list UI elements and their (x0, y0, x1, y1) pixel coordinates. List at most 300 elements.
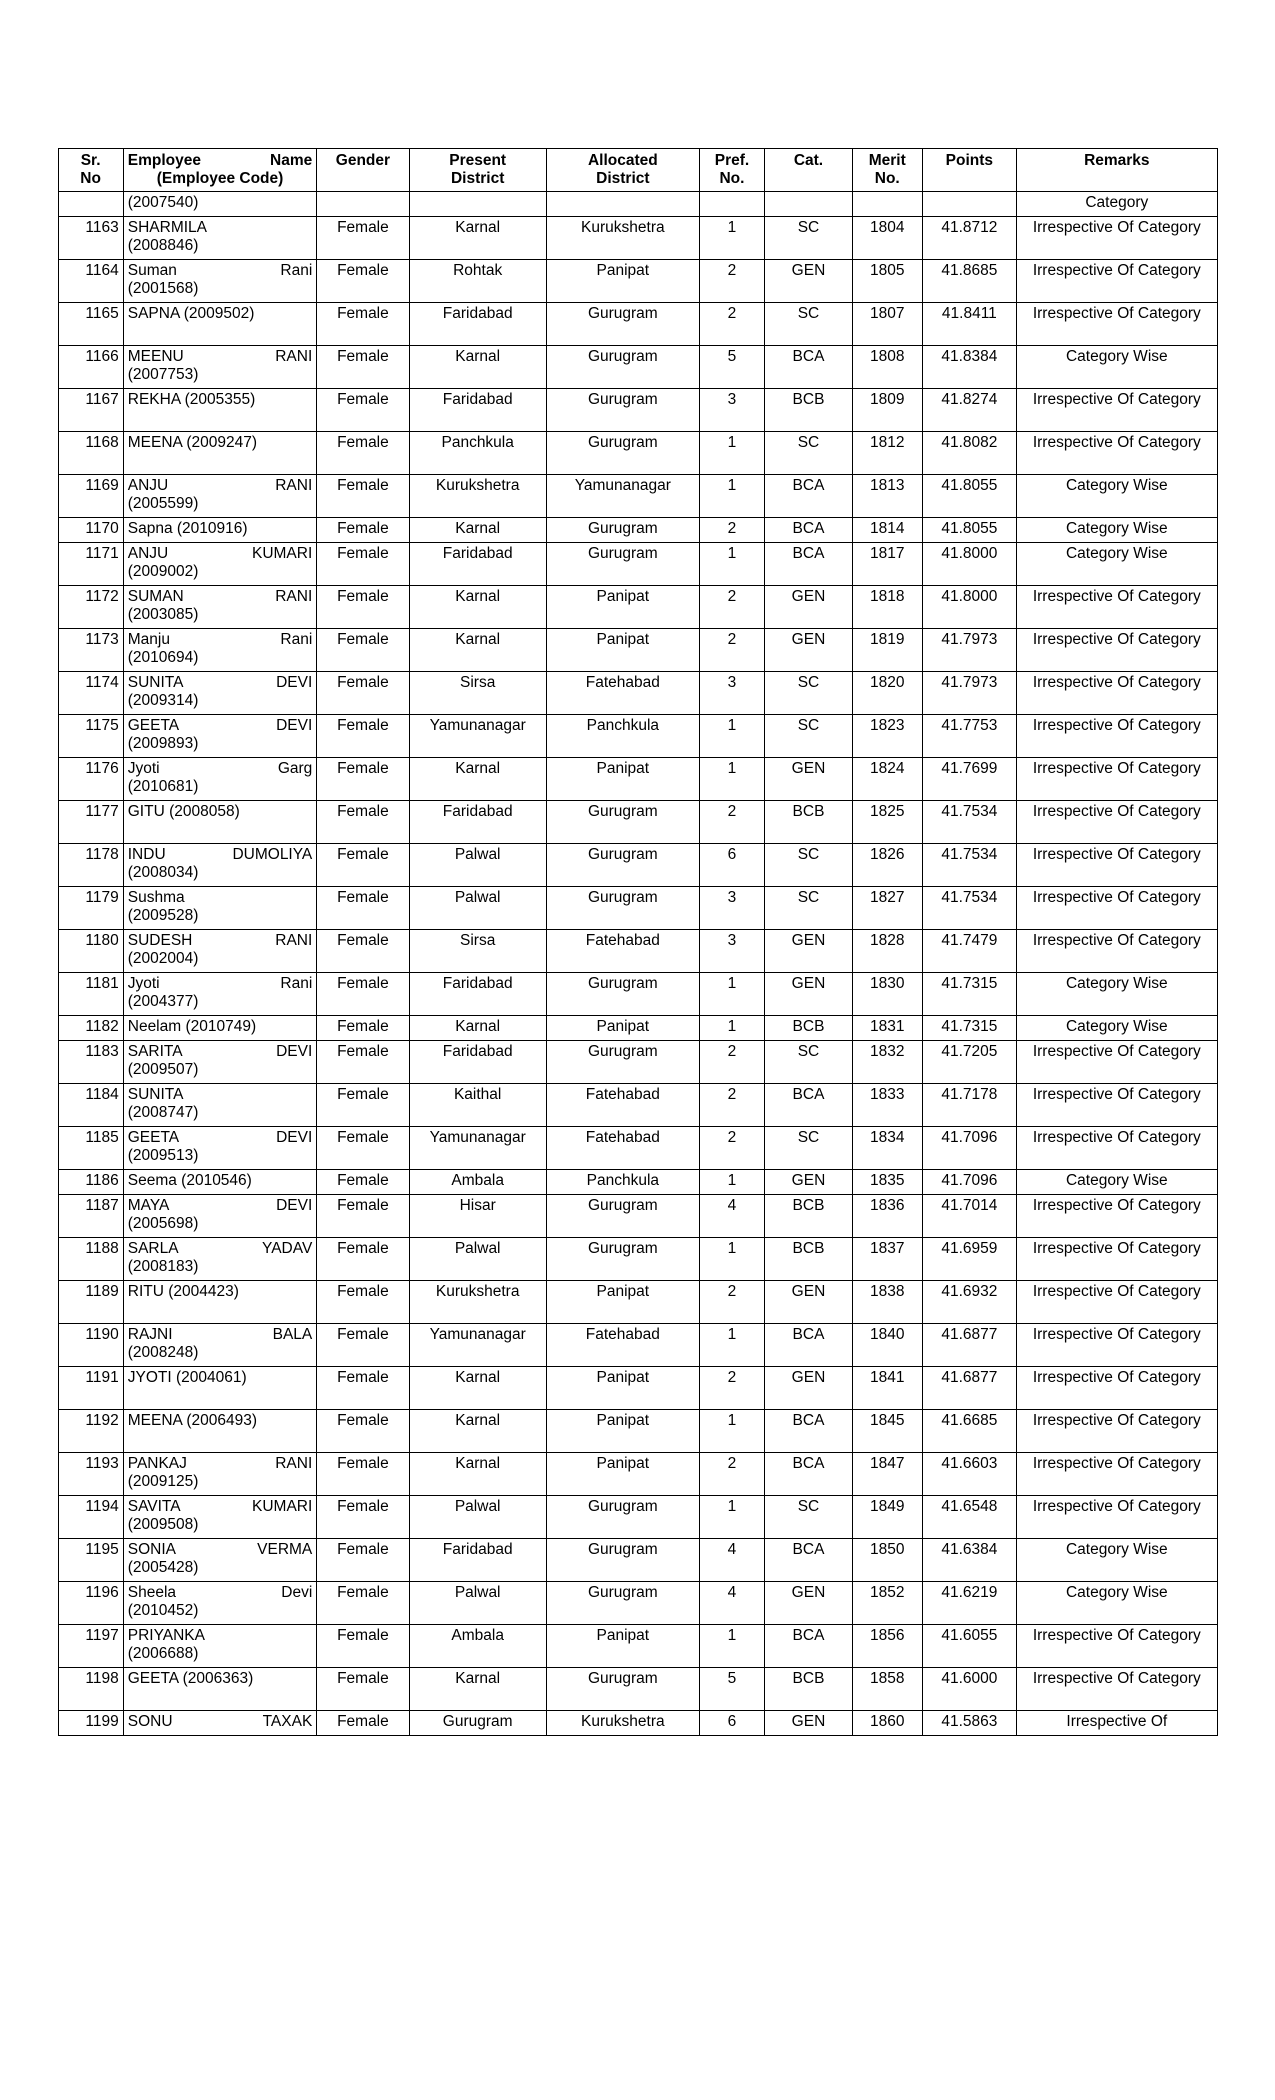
cell-merit-no: 1812 (852, 431, 922, 474)
cell-gender: Female (317, 843, 409, 886)
cell-employee-name-line1: Sapna (2010916) (127, 519, 248, 537)
cell-present-district: Karnal (409, 517, 546, 542)
cell-cat: BCA (765, 1538, 853, 1581)
cell-points: 41.7315 (922, 1015, 1017, 1040)
cell-allocated-district: Panipat (546, 1409, 699, 1452)
cell-present-district: Karnal (409, 1409, 546, 1452)
header-allocated-line2: District (596, 169, 650, 187)
table-row (58, 843, 1217, 886)
cell-employee-name-line2: (2007540) (127, 193, 199, 211)
cell-employee-name-line1: JYOTI (2004061) (127, 1368, 247, 1386)
cell-remarks: Category Wise (1017, 1581, 1217, 1624)
cell-remarks: Irrespective Of Category (1017, 1667, 1217, 1710)
cell-gender: Female (317, 1366, 409, 1409)
cell-allocated-district: Panipat (546, 628, 699, 671)
cell-sr-no: 1187 (58, 1194, 123, 1237)
cell-present-district: Palwal (409, 1495, 546, 1538)
cell-points: 41.7315 (922, 972, 1017, 1015)
cell-present-district: Faridabad (409, 302, 546, 345)
cell-employee-name (123, 972, 317, 1015)
cell-gender: Female (317, 259, 409, 302)
cell-employee-name-line2: (2008747) (127, 1103, 199, 1121)
cell-remarks: Category Wise (1017, 474, 1217, 517)
table-header (58, 149, 1217, 192)
cell-points: 41.6877 (922, 1323, 1017, 1366)
table-row (58, 1581, 1217, 1624)
cell-allocated-district: Kurukshetra (546, 216, 699, 259)
table-row (58, 1169, 1217, 1194)
cell-allocated-district: Gurugram (546, 302, 699, 345)
cell-points: 41.7096 (922, 1169, 1017, 1194)
cell-gender: Female (317, 1083, 409, 1126)
cell-employee-name (123, 191, 317, 216)
cell-gender: Female (317, 345, 409, 388)
cell-employee-name-line1: SONU TAXAK (127, 1712, 313, 1730)
cell-employee-name (123, 517, 317, 542)
cell-gender: Female (317, 800, 409, 843)
cell-allocated-district: Gurugram (546, 1040, 699, 1083)
cell-points: 41.7479 (922, 929, 1017, 972)
cell-cat: BCA (765, 1409, 853, 1452)
cell-remarks: Category Wise (1017, 1169, 1217, 1194)
cell-pref-no: 1 (699, 431, 764, 474)
cell-present-district: Panchkula (409, 431, 546, 474)
table-row (58, 757, 1217, 800)
cell-merit-no: 1818 (852, 585, 922, 628)
cell-merit-no: 1836 (852, 1194, 922, 1237)
table-row (58, 585, 1217, 628)
cell-employee-name-line1: SONIA VERMA (127, 1540, 313, 1558)
cell-cat: SC (765, 843, 853, 886)
cell-employee-name-line1: ANJU RANI (127, 476, 313, 494)
cell-employee-name (123, 345, 317, 388)
cell-employee-name-line2: (2010694) (127, 648, 199, 666)
cell-employee-name (123, 302, 317, 345)
cell-present-district: Sirsa (409, 671, 546, 714)
cell-merit-no: 1819 (852, 628, 922, 671)
cell-remarks: Irrespective Of Category (1017, 1280, 1217, 1323)
cell-sr-no: 1182 (58, 1015, 123, 1040)
cell-employee-name-line2: (2008183) (127, 1257, 199, 1275)
cell-merit-no: 1817 (852, 542, 922, 585)
cell-employee-name-line2: (2009125) (127, 1472, 199, 1490)
cell-gender: Female (317, 302, 409, 345)
header-gender-line1: Gender (335, 152, 391, 169)
cell-remarks: Category Wise (1017, 1538, 1217, 1581)
cell-cat: SC (765, 216, 853, 259)
cell-gender: Female (317, 585, 409, 628)
cell-cat (765, 191, 853, 216)
cell-pref-no: 2 (699, 1366, 764, 1409)
cell-employee-name-line1: SUMAN RANI (127, 587, 313, 605)
cell-employee-name (123, 585, 317, 628)
cell-points: 41.7014 (922, 1194, 1017, 1237)
cell-merit-no: 1860 (852, 1710, 922, 1735)
cell-present-district: Faridabad (409, 800, 546, 843)
cell-remarks: Irrespective Of Category (1017, 886, 1217, 929)
cell-present-district: Ambala (409, 1624, 546, 1667)
cell-employee-name-line1: MAYA DEVI (127, 1196, 313, 1214)
cell-merit-no: 1828 (852, 929, 922, 972)
cell-employee-name-line1: Neelam (2010749) (127, 1017, 257, 1035)
table-row (58, 431, 1217, 474)
cell-pref-no: 2 (699, 1126, 764, 1169)
cell-points: 41.7205 (922, 1040, 1017, 1083)
cell-cat: GEN (765, 585, 853, 628)
table-row (58, 628, 1217, 671)
table-row (58, 1538, 1217, 1581)
cell-pref-no: 3 (699, 671, 764, 714)
table-body (58, 191, 1217, 1735)
cell-remarks: Irrespective Of Category (1017, 1194, 1217, 1237)
cell-merit-no: 1833 (852, 1083, 922, 1126)
cell-sr-no: 1190 (58, 1323, 123, 1366)
cell-present-district: Palwal (409, 1237, 546, 1280)
table-row (58, 1624, 1217, 1667)
cell-allocated-district: Gurugram (546, 1194, 699, 1237)
cell-present-district: Gurugram (409, 1710, 546, 1735)
cell-merit-no: 1832 (852, 1040, 922, 1083)
cell-present-district: Hisar (409, 1194, 546, 1237)
cell-points: 41.7699 (922, 757, 1017, 800)
cell-gender: Female (317, 1495, 409, 1538)
table-row (58, 886, 1217, 929)
cell-remarks: Irrespective Of Category (1017, 1366, 1217, 1409)
cell-pref-no: 3 (699, 886, 764, 929)
cell-merit-no: 1837 (852, 1237, 922, 1280)
cell-merit-no: 1824 (852, 757, 922, 800)
cell-cat: SC (765, 1040, 853, 1083)
cell-pref-no: 4 (699, 1538, 764, 1581)
cell-points: 41.8411 (922, 302, 1017, 345)
cell-employee-name (123, 1169, 317, 1194)
cell-employee-name (123, 1452, 317, 1495)
cell-cat: BCA (765, 1452, 853, 1495)
cell-points: 41.5863 (922, 1710, 1017, 1735)
cell-pref-no: 1 (699, 216, 764, 259)
cell-remarks: Irrespective Of Category (1017, 800, 1217, 843)
cell-remarks: Irrespective Of Category (1017, 1495, 1217, 1538)
cell-sr-no: 1191 (58, 1366, 123, 1409)
cell-employee-name-line2: (2009002) (127, 562, 199, 580)
cell-points: 41.6219 (922, 1581, 1017, 1624)
cell-employee-name-line2: (2010681) (127, 777, 199, 795)
cell-remarks: Irrespective Of Category (1017, 1409, 1217, 1452)
cell-sr-no: 1181 (58, 972, 123, 1015)
column-header-merit-no (852, 149, 922, 192)
cell-employee-name-line2: (2006688) (127, 1644, 199, 1662)
column-header-allocated-district (546, 149, 699, 192)
header-remarks-line1: Remarks (1084, 152, 1150, 169)
cell-present-district: Faridabad (409, 388, 546, 431)
cell-gender: Female (317, 474, 409, 517)
cell-pref-no: 1 (699, 1323, 764, 1366)
cell-present-district: Kurukshetra (409, 474, 546, 517)
cell-employee-name-line1: RAJNI BALA (127, 1325, 313, 1343)
cell-pref-no: 2 (699, 259, 764, 302)
cell-allocated-district: Panipat (546, 585, 699, 628)
cell-gender: Female (317, 714, 409, 757)
cell-gender (317, 191, 409, 216)
cell-employee-name-line2: (2008846) (127, 236, 199, 254)
cell-present-district: Kurukshetra (409, 1280, 546, 1323)
column-header-pref-no (699, 149, 764, 192)
cell-sr-no: 1195 (58, 1538, 123, 1581)
cell-employee-name-line1: Seema (2010546) (127, 1171, 252, 1189)
cell-present-district: Karnal (409, 757, 546, 800)
cell-points: 41.7534 (922, 843, 1017, 886)
cell-sr-no: 1194 (58, 1495, 123, 1538)
cell-pref-no: 2 (699, 800, 764, 843)
cell-merit-no: 1845 (852, 1409, 922, 1452)
cell-employee-name-line1: SAPNA (2009502) (127, 304, 255, 322)
cell-cat: GEN (765, 1280, 853, 1323)
cell-allocated-district: Panipat (546, 1366, 699, 1409)
table-row (58, 1667, 1217, 1710)
cell-points: 41.6384 (922, 1538, 1017, 1581)
cell-pref-no: 3 (699, 929, 764, 972)
cell-gender: Female (317, 1040, 409, 1083)
cell-remarks: Category Wise (1017, 542, 1217, 585)
cell-employee-name (123, 1237, 317, 1280)
cell-merit-no: 1814 (852, 517, 922, 542)
cell-points: 41.8055 (922, 474, 1017, 517)
cell-remarks: Irrespective Of Category (1017, 431, 1217, 474)
cell-sr-no: 1177 (58, 800, 123, 843)
cell-pref-no: 1 (699, 972, 764, 1015)
cell-employee-name (123, 1581, 317, 1624)
cell-remarks: Category Wise (1017, 1015, 1217, 1040)
cell-remarks: Category Wise (1017, 972, 1217, 1015)
cell-merit-no: 1809 (852, 388, 922, 431)
header-merit-line1: Merit (868, 152, 906, 169)
cell-points: 41.6055 (922, 1624, 1017, 1667)
cell-allocated-district: Fatehabad (546, 1323, 699, 1366)
cell-employee-name-line1: RITU (2004423) (127, 1282, 239, 1300)
cell-employee-name-line1: MEENU RANI (127, 347, 313, 365)
cell-cat: BCA (765, 1323, 853, 1366)
cell-sr-no: 1186 (58, 1169, 123, 1194)
cell-employee-name (123, 1194, 317, 1237)
cell-sr-no: 1166 (58, 345, 123, 388)
cell-allocated-district: Yamunanagar (546, 474, 699, 517)
cell-sr-no: 1184 (58, 1083, 123, 1126)
cell-points: 41.8274 (922, 388, 1017, 431)
cell-allocated-district: Gurugram (546, 972, 699, 1015)
cell-employee-name-line1: GITU (2008058) (127, 802, 240, 820)
cell-gender: Female (317, 1169, 409, 1194)
cell-employee-name-line1: SARLA YADAV (127, 1239, 313, 1257)
table-row (58, 1040, 1217, 1083)
cell-employee-name-line2: (2003085) (127, 605, 199, 623)
cell-present-district: Sirsa (409, 929, 546, 972)
header-present-line2: District (450, 169, 505, 187)
cell-sr-no: 1179 (58, 886, 123, 929)
cell-remarks: Irrespective Of Category (1017, 1452, 1217, 1495)
cell-present-district: Karnal (409, 1667, 546, 1710)
cell-cat: SC (765, 671, 853, 714)
cell-allocated-district: Gurugram (546, 1667, 699, 1710)
cell-employee-name-line2: (2009513) (127, 1146, 199, 1164)
cell-sr-no: 1169 (58, 474, 123, 517)
cell-present-district: Palwal (409, 886, 546, 929)
cell-remarks: Irrespective Of Category (1017, 1040, 1217, 1083)
cell-cat: GEN (765, 972, 853, 1015)
cell-employee-name (123, 671, 317, 714)
cell-merit-no: 1805 (852, 259, 922, 302)
cell-sr-no: 1196 (58, 1581, 123, 1624)
cell-present-district: Yamunanagar (409, 1126, 546, 1169)
header-pref-line2: No. (719, 169, 745, 187)
cell-pref-no: 6 (699, 1710, 764, 1735)
cell-present-district: Karnal (409, 585, 546, 628)
cell-merit-no: 1830 (852, 972, 922, 1015)
cell-pref-no: 1 (699, 1169, 764, 1194)
cell-allocated-district: Panchkula (546, 714, 699, 757)
cell-allocated-district: Gurugram (546, 1237, 699, 1280)
cell-merit-no: 1835 (852, 1169, 922, 1194)
cell-present-district: Faridabad (409, 542, 546, 585)
cell-pref-no: 5 (699, 1667, 764, 1710)
cell-pref-no (699, 191, 764, 216)
cell-remarks: Irrespective Of Category (1017, 1237, 1217, 1280)
cell-remarks: Irrespective Of Category (1017, 388, 1217, 431)
header-present-line1: Present (449, 152, 507, 169)
cell-employee-name (123, 1624, 317, 1667)
cell-cat: BCB (765, 1194, 853, 1237)
table-row (58, 800, 1217, 843)
cell-sr-no: 1163 (58, 216, 123, 259)
table-row (58, 216, 1217, 259)
cell-merit-no: 1841 (852, 1366, 922, 1409)
cell-employee-name-line1: SUNITA DEVI (127, 673, 313, 691)
cell-sr-no: 1168 (58, 431, 123, 474)
cell-remarks: Irrespective Of Category (1017, 259, 1217, 302)
cell-gender: Female (317, 1581, 409, 1624)
cell-cat: BCB (765, 388, 853, 431)
cell-cat: GEN (765, 628, 853, 671)
cell-gender: Female (317, 671, 409, 714)
cell-employee-name (123, 1083, 317, 1126)
cell-pref-no: 1 (699, 757, 764, 800)
cell-allocated-district: Gurugram (546, 886, 699, 929)
cell-remarks: Irrespective Of Category (1017, 302, 1217, 345)
header-points-line1: Points (945, 152, 994, 169)
cell-pref-no: 2 (699, 1083, 764, 1126)
cell-pref-no: 6 (699, 843, 764, 886)
cell-sr-no: 1199 (58, 1710, 123, 1735)
table-row (58, 1083, 1217, 1126)
cell-cat: BCB (765, 1015, 853, 1040)
cell-present-district: Faridabad (409, 1538, 546, 1581)
table-row (58, 1495, 1217, 1538)
cell-allocated-district: Fatehabad (546, 929, 699, 972)
cell-allocated-district: Panipat (546, 1452, 699, 1495)
cell-gender: Female (317, 1710, 409, 1735)
cell-merit-no (852, 191, 922, 216)
cell-remarks: Irrespective Of Category (1017, 1083, 1217, 1126)
cell-gender: Female (317, 388, 409, 431)
cell-cat: GEN (765, 1366, 853, 1409)
cell-sr-no: 1180 (58, 929, 123, 972)
cell-sr-no: 1185 (58, 1126, 123, 1169)
cell-points: 41.6548 (922, 1495, 1017, 1538)
cell-merit-no: 1820 (852, 671, 922, 714)
cell-points: 41.8685 (922, 259, 1017, 302)
cell-points: 41.7973 (922, 671, 1017, 714)
cell-pref-no: 1 (699, 1015, 764, 1040)
cell-employee-name (123, 474, 317, 517)
cell-employee-name (123, 1040, 317, 1083)
cell-pref-no: 2 (699, 1452, 764, 1495)
cell-employee-name (123, 714, 317, 757)
cell-employee-name-line1: SAVITA KUMARI (127, 1497, 313, 1515)
column-header-points (922, 149, 1017, 192)
cell-pref-no: 1 (699, 1409, 764, 1452)
cell-sr-no: 1170 (58, 517, 123, 542)
cell-allocated-district: Fatehabad (546, 1083, 699, 1126)
cell-sr-no: 1198 (58, 1667, 123, 1710)
cell-employee-name (123, 388, 317, 431)
cell-remarks: Category Wise (1017, 345, 1217, 388)
cell-allocated-district: Gurugram (546, 388, 699, 431)
cell-employee-name (123, 1667, 317, 1710)
table-row (58, 1237, 1217, 1280)
table-row (58, 1015, 1217, 1040)
cell-employee-name (123, 628, 317, 671)
cell-allocated-district: Fatehabad (546, 1126, 699, 1169)
cell-employee-name-line2: (2009528) (127, 906, 199, 924)
table-row (58, 388, 1217, 431)
cell-employee-name-line2: (2005599) (127, 494, 199, 512)
cell-present-district: Faridabad (409, 972, 546, 1015)
cell-employee-name-line2: (2009893) (127, 734, 199, 752)
cell-gender: Female (317, 1667, 409, 1710)
cell-remarks: Irrespective Of Category (1017, 1323, 1217, 1366)
table-row (58, 345, 1217, 388)
cell-present-district: Faridabad (409, 1040, 546, 1083)
cell-merit-no: 1834 (852, 1126, 922, 1169)
cell-cat: GEN (765, 929, 853, 972)
cell-present-district: Kaithal (409, 1083, 546, 1126)
cell-employee-name-line2: (2010452) (127, 1601, 199, 1619)
cell-points: 41.8384 (922, 345, 1017, 388)
cell-cat: GEN (765, 259, 853, 302)
cell-sr-no: 1173 (58, 628, 123, 671)
cell-allocated-district: Kurukshetra (546, 1710, 699, 1735)
cell-employee-name (123, 216, 317, 259)
cell-allocated-district: Gurugram (546, 431, 699, 474)
cell-points: 41.8000 (922, 542, 1017, 585)
table-row-continuation (58, 191, 1217, 216)
cell-allocated-district: Gurugram (546, 1538, 699, 1581)
cell-employee-name (123, 843, 317, 886)
cell-cat: BCA (765, 345, 853, 388)
cell-present-district: Yamunanagar (409, 1323, 546, 1366)
cell-cat: BCA (765, 474, 853, 517)
cell-points: 41.8712 (922, 216, 1017, 259)
column-header-gender (317, 149, 409, 192)
cell-remarks: Irrespective Of (1017, 1710, 1217, 1735)
cell-pref-no: 3 (699, 388, 764, 431)
cell-present-district: Rohtak (409, 259, 546, 302)
cell-points: 41.6877 (922, 1366, 1017, 1409)
cell-present-district: Palwal (409, 843, 546, 886)
cell-allocated-district: Gurugram (546, 517, 699, 542)
cell-remarks: Irrespective Of Category (1017, 929, 1217, 972)
cell-merit-no: 1804 (852, 216, 922, 259)
cell-sr-no: 1188 (58, 1237, 123, 1280)
